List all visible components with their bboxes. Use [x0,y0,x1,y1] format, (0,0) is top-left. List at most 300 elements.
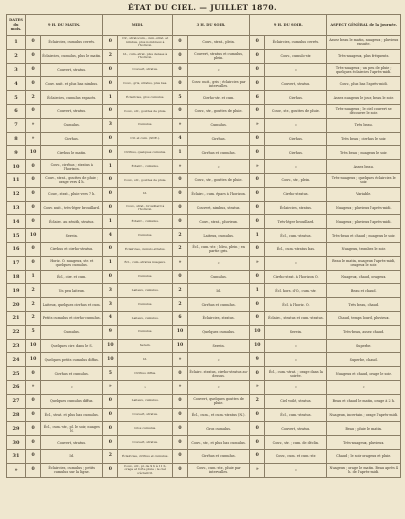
cell-morning-desc: Couvert, stratus. [41,63,103,77]
cell-pm9-index: 0 [250,63,265,77]
cell-date: 3 [7,63,26,77]
cell-morning-desc: Serein. [41,229,103,243]
cell-noon-index: 5 [103,367,118,381]
cell-pm3-desc: Couvert, stratus et cumulus, plein. [188,49,250,63]
cell-noon-desc: Serein. [118,339,172,353]
cell-pm3-index: 6 [172,311,187,325]
cell-noon-desc: Laiteux, cumulus. [118,284,172,298]
table-row [7,215,401,229]
cell-noon-index: 0 [103,242,118,256]
cell-date: 10 [7,160,26,174]
cell-aspect: Très-beau et chaud ; nuageux le soir. [327,229,401,243]
cell-date: 20 [7,298,26,312]
cell-pm3-index: 0 [172,201,187,215]
cell-noon-desc: Éclaircies, gros cumulus. [118,91,172,105]
cell-morning-index: 0 [26,215,41,229]
cell-pm9-desc: Écl., cum.-strat. ; orage dans la soirée. [265,367,327,381]
cell-pm9-index: 0 [250,77,265,91]
cell-morning-index: 2 [26,91,41,105]
cell-noon-desc: Cirrhus, quelques cumulus. [118,146,172,160]
cell-noon-index: 1 [103,215,118,229]
table-row [7,132,401,146]
cell-pm3-desc: Éclairc., cum. épars à l'horizon. [188,187,250,201]
cell-pm3-index: 0 [172,436,187,450]
cell-morning-index: 0 [26,242,41,256]
cell-date: 8 [7,132,26,146]
cell-aspect: Très-nuageux ; quelques éclaircies le soir. [327,173,401,187]
cell-morning-desc: Cumulus. [41,325,103,339]
cell-pm9-desc: Éclaircies, cumulus cerrés. [265,36,327,50]
cell-pm3-desc: Quelques cumulus. [188,325,250,339]
cell-pm3-desc: Couv., strat., plein. [188,36,250,50]
cell-morning-desc: Couv., strat., pluie vers 7 h. [41,187,103,201]
header-date: DATES du mois. [7,15,26,36]
header-9pm: 9 H. DU SOIR. [250,15,327,36]
cell-noon-index: 10 [103,339,118,353]
cell-pm3-desc: Couv., cum.-str., pluie par intervalles. [188,463,250,477]
cell-noon-index: 0 [103,132,118,146]
cell-pm3-desc: Éclaircies, stratus. [188,311,250,325]
cell-pm9-index: 2 [250,394,265,408]
table-body [7,36,401,478]
cell-pm9-index: 0 [250,449,265,463]
cell-pm9-desc: Couv., str. ; cum. de déclin. [265,436,327,450]
cell-morning-index: 10 [26,146,41,160]
table-row [7,449,401,463]
cell-date: 27 [7,394,26,408]
cell-noon-index: 1 [103,91,118,105]
cell-noon-index: 2 [103,49,118,63]
table-row [7,173,401,187]
cell-pm3-desc: Cirrhus. [188,132,250,146]
cell-noon-index: 0 [103,408,118,422]
cell-aspect: Très-nuageux, plus fréquents. [327,49,401,63]
cell-morning-desc: Écl., strat. et plus bas cumulus. [41,408,103,422]
cell-noon-desc: Laiteux, cumulus. [118,311,172,325]
cell-aspect: Beau le matin, nuageux l'après-midi, orageux le soir. [327,256,401,270]
cell-pm3-desc: Éclairc. stratus, cirrho-stratus au-dessus. [188,367,250,381]
cell-noon-desc: Id., cum.-strat. plus denses à l'horizon. [118,49,172,63]
cell-morning-desc: Laiteux, quelques cirrhus et cum. [41,298,103,312]
cell-noon-index: » [103,380,118,394]
cell-aspect: Nuageux et chaud, orage le soir. [327,367,401,381]
cell-morning-desc: Cirrhus le matin. [41,146,103,160]
cell-pm9-desc: Couvert, stratus. [265,422,327,436]
cell-morning-desc: Cirrhus et cirrho-stratus. [41,242,103,256]
cell-morning-desc: Cumulus. [41,118,103,132]
cell-pm3-desc: » [188,63,250,77]
cell-morning-desc: Id. [41,449,103,463]
cell-pm3-index: 0 [172,449,187,463]
cell-pm9-index: 0 [250,49,265,63]
cell-noon-desc: Éclaircies, cumulo-stratus. [118,242,172,256]
cell-noon-index: 0 [103,463,118,477]
cell-pm3-index: 0 [172,215,187,229]
cell-pm3-desc: » [188,353,250,367]
cell-morning-index: » [26,118,41,132]
cell-pm3-desc: Id. [188,284,250,298]
cell-pm3-desc: Cirrhus et cumulus. [188,449,250,463]
cell-noon-index: 0 [103,63,118,77]
cell-noon-index: 3 [103,284,118,298]
cell-aspect: Très-nuageux, pluvieux. [327,436,401,450]
cell-noon-desc: Éclaircies, cirrhus et cumulus. [118,449,172,463]
cell-date: 26 [7,380,26,394]
cell-morning-index: 0 [26,201,41,215]
cell-pm3-index: 0 [172,77,187,91]
cell-pm9-index: 0 [250,367,265,381]
cell-pm3-index: 0 [172,367,187,381]
cell-noon-desc: Cumulus. [118,298,172,312]
cell-pm9-desc: Ciel voilé, stratus. [265,394,327,408]
cell-aspect: Superbe. [327,339,401,353]
cell-date: 25 [7,367,26,381]
cell-pm3-index: 2 [172,229,187,243]
cell-noon-desc: Gros cumulus. [118,422,172,436]
cell-date: 11 [7,173,26,187]
cell-pm9-index: 10 [250,325,265,339]
cell-noon-desc: » [118,380,172,394]
cell-aspect: Nuageux ; pluvieux l'après-midi. [327,201,401,215]
cell-pm3-desc: Couv., strat., pluvieux. [188,215,250,229]
cell-morning-desc: Écl., cirr. et cum. [41,270,103,284]
cell-pm9-desc: Éclaircies, stratus. [265,201,327,215]
cell-pm3-desc: » [188,256,250,270]
table-row [7,339,401,353]
header-noon: MIDI. [103,15,173,36]
table-row [7,229,401,243]
cell-pm9-index: » [250,118,265,132]
cell-pm3-index: 2 [172,298,187,312]
table-row [7,298,401,312]
table-row [7,367,401,381]
cell-morning-desc: » [41,380,103,394]
cell-pm3-index: 0 [172,49,187,63]
cell-date: 5 [7,91,26,105]
cell-noon-desc: Couvert, stratus. [118,436,172,450]
cell-morning-index: 0 [26,63,41,77]
cell-noon-desc: Laiteux, cumulus. [118,394,172,408]
cell-date: 15 [7,229,26,243]
cell-morning-desc: Cirrhus et cumulus. [41,367,103,381]
cell-pm3-index: 0 [172,104,187,118]
cell-noon-desc: Couv., str., gouttes de pluie. [118,173,172,187]
cell-pm9-index: 0 [250,242,265,256]
cell-pm9-desc: » [265,380,327,394]
cell-pm3-index: 5 [172,91,187,105]
cell-pm9-desc: » [265,463,327,477]
cell-aspect: Beau et chaud. [327,284,401,298]
cell-pm9-desc: Cirrhus. [265,132,327,146]
table-row [7,325,401,339]
cell-noon-desc: Éclairc., cumulus. [118,160,172,174]
cell-morning-desc: Couv., cirrhus ; stratus à l'horizon. [41,160,103,174]
cell-morning-index: 0 [26,408,41,422]
cell-morning-desc: Éclaircies, cumulus ; petits cumulus sur la ligne. [41,463,103,477]
cell-noon-index: 10 [103,353,118,367]
cell-pm3-index: » [172,118,187,132]
cell-pm3-desc: Couvert, quelques gouttes de pluie. [188,394,250,408]
table-row [7,201,401,215]
cell-date: 16 [7,242,26,256]
cell-date: 29 [7,422,26,436]
cell-pm9-index: 0 [250,201,265,215]
cell-noon-index: 0 [103,422,118,436]
cell-pm9-desc: » [265,118,327,132]
cell-pm9-index: » [250,463,265,477]
cell-pm9-desc: Couv., str., gouttes de pluie. [265,104,327,118]
cell-pm9-desc: » [265,353,327,367]
table-row [7,160,401,174]
cell-pm9-desc: » [265,160,327,174]
cell-noon-desc: Écl., cum.-stratus nuageux. [118,256,172,270]
cell-pm9-index: » [250,160,265,174]
cell-morning-desc: Éclaircies, cumulus, plus le matin. [41,49,103,63]
cell-noon-desc: Couv., str., gouttes de pluie. [118,104,172,118]
cell-morning-desc: Couv., strat., gouttes de pluie ; orage vers 4 h. [41,173,103,187]
cell-pm3-index: 0 [172,463,187,477]
cell-pm3-desc: Couv. nuit., gris ; éclaircies par intervalles. [188,77,250,91]
cell-pm9-desc: Couv., cumulo-str. [265,49,327,63]
cell-date: 4 [7,77,26,91]
cell-pm9-desc: Écl., cum.-stratus. [265,408,327,422]
cell-noon-index: 0 [103,36,118,50]
cell-morning-desc: Quelques cumulus diffus. [41,394,103,408]
cell-pm3-desc: » [188,160,250,174]
table-row [7,36,401,50]
cell-date: 17 [7,256,26,270]
cell-morning-desc: Éclaircies, cumulus espacés. [41,91,103,105]
cell-pm3-desc: Laiteux, cumulus. [188,229,250,243]
cell-noon-desc: Cumulus. [118,118,172,132]
cell-pm9-index: 0 [250,215,265,229]
cell-pm3-desc: Cirrhus et cumulus. [188,298,250,312]
table-row [7,270,401,284]
cell-morning-desc: Un peu laiteux. [41,284,103,298]
table-row [7,242,401,256]
cell-pm9-index: 0 [250,104,265,118]
cell-pm9-index: 0 [250,311,265,325]
cell-morning-index: 0 [26,49,41,63]
cell-date: 18 [7,270,26,284]
cell-noon-desc: Cumulus. [118,325,172,339]
cell-morning-desc: Petits cumulus et cirrho-cumulus. [41,311,103,325]
cell-pm3-index: 10 [172,339,187,353]
cell-pm9-index: » [250,256,265,270]
cell-pm9-index: 6 [250,91,265,105]
cell-morning-index: 0 [26,449,41,463]
cell-date: 9 [7,146,26,160]
cell-pm3-index: 0 [172,36,187,50]
cell-pm3-desc: » [188,380,250,394]
cell-date: 22 [7,325,26,339]
cell-morning-desc: Cirrhus. [41,132,103,146]
cell-pm3-index: 2 [172,284,187,298]
cell-pm9-index: 0 [250,270,265,284]
cell-morning-index: 2 [26,284,41,298]
cell-pm9-desc: Écl. hors. d'O., cum.-str. [265,284,327,298]
table-row [7,436,401,450]
cell-noon-desc: Couv., str., pl. de 9 h à 11 h, orage et forte pluie ; le ciel s'éclaircit. [118,463,172,477]
table-row [7,463,401,477]
cell-noon-index: 0 [103,394,118,408]
cell-date: » [7,463,26,477]
cell-aspect: Nuageux ; orage le matin. Beau après 4 h. de l'après-midi. [327,463,401,477]
cell-pm3-desc: Couv., str., gouttes de pluie. [188,173,250,187]
cell-aspect: Assez nuageux le jour, beau le soir. [327,91,401,105]
cell-morning-index: » [26,380,41,394]
table-row [7,187,401,201]
cell-noon-desc: Id. [118,353,172,367]
cell-aspect: Assez beau le matin, nuageux ; pluvieux ensuite. [327,36,401,50]
cell-pm9-desc: Très-léger brouillard. [265,215,327,229]
cell-aspect: Variable. [327,187,401,201]
cell-date: 30 [7,436,26,450]
cell-pm3-index: 2 [172,242,187,256]
cell-noon-index: 4 [103,311,118,325]
cell-pm3-desc: Écl., cum.-str. ; bleu, plein ; en partie gris. [188,242,250,256]
cell-pm3-desc: Couv., str., gouttes de pluie. [188,104,250,118]
cell-aspect: Beau ; pluie le matin. [327,422,401,436]
cell-morning-desc: Quelques petits cumulus diffus. [41,353,103,367]
cell-pm3-desc: Couv., str., et plus bas cumulus. [188,436,250,450]
cell-date: 6 [7,104,26,118]
cell-pm3-desc: Serein. [188,339,250,353]
table-row [7,77,401,91]
cell-noon-index: 0 [103,270,118,284]
cell-pm3-index: » [172,256,187,270]
table-row [7,256,401,270]
cell-morning-index: 0 [26,173,41,187]
header-morning: 9 H. DU MATIN. [26,15,103,36]
cell-pm9-desc: » [265,339,327,353]
cell-pm9-desc: Serein. [265,325,327,339]
cell-morning-index: 0 [26,256,41,270]
cell-noon-index: 2 [103,449,118,463]
cell-pm9-index: 0 [250,187,265,201]
cell-morning-index: » [26,132,41,146]
cell-noon-index: 0 [103,436,118,450]
cell-pm3-desc: Cirrho-str. et cum. [188,91,250,105]
cell-pm9-index: 0 [250,146,265,160]
cell-morning-index: 10 [26,229,41,243]
cell-date: 19 [7,284,26,298]
cell-pm3-index: 0 [172,394,187,408]
table-row [7,311,401,325]
table-row [7,104,401,118]
cell-morning-index: 10 [26,339,41,353]
cell-morning-index: 0 [26,394,41,408]
header-aspect: ASPECT GÉNÉRAL de la journée. [327,15,401,36]
cell-pm3-index: 0 [172,173,187,187]
cell-pm9-index: 0 [250,132,265,146]
cell-pm9-desc: Écl. à l'horiz. O. [265,298,327,312]
cell-pm9-index: 0 [250,422,265,436]
cell-pm9-desc: Cirrhus. [265,146,327,160]
cell-aspect: Nuageux ; pluvieux l'après-midi. [327,215,401,229]
cell-pm9-index: 9 [250,353,265,367]
cell-pm9-desc: Écl., cum.-stratus. [265,229,327,243]
cell-morning-index: 0 [26,36,41,50]
cell-morning-index: 0 [26,367,41,381]
table-row [7,63,401,77]
table-row [7,422,401,436]
cell-aspect: Nuageux, trombes le soir. [327,242,401,256]
cell-pm3-index: » [172,380,187,394]
table-row [7,353,401,367]
cell-pm3-index: » [172,160,187,174]
cell-morning-desc: Horiz. O. nuageux, str. et quelques cumulus. [41,256,103,270]
cell-pm9-index: » [250,380,265,394]
header-3pm: 3 H. DU SOIR. [172,15,249,36]
cell-pm9-index: 0 [250,298,265,312]
cell-pm3-desc: Cirrhus et cumulus. [188,146,250,160]
cell-pm3-desc: Cumulus. [188,118,250,132]
cell-noon-index: 4 [103,229,118,243]
cell-pm3-index: 0 [172,270,187,284]
cell-date: 31 [7,449,26,463]
cell-pm9-index: 0 [250,436,265,450]
cell-aspect: Beau et chaud le matin, orage à 2 h. [327,394,401,408]
cell-morning-desc: Couv. nuit., très-léger brouillard. [41,201,103,215]
cell-date: 1 [7,36,26,50]
cell-pm9-desc: Cirrho-stratus. [265,187,327,201]
header-row [7,15,401,36]
cell-morning-desc: Éclairc. au zénith, stratus. [41,215,103,229]
cell-aspect: » [327,380,401,394]
cell-date: 14 [7,215,26,229]
cell-pm9-index: 0 [250,173,265,187]
cell-morning-index: 0 [26,104,41,118]
cell-morning-index: 0 [26,463,41,477]
cell-noon-desc: Cirrhus diffus. [118,367,172,381]
cell-pm3-index: 0 [172,422,187,436]
cell-aspect: Très beau ; cirrhus le soir. [327,132,401,146]
cell-date: 24 [7,353,26,367]
cell-noon-index: 0 [103,173,118,187]
cell-aspect: Couv., plus bas l'après-midi. [327,77,401,91]
cell-noon-index: 0 [103,77,118,91]
cell-date: 23 [7,339,26,353]
cell-pm9-index: 0 [250,36,265,50]
cell-pm9-index: 0 [250,408,265,422]
cell-pm3-index: 0 [172,63,187,77]
cell-aspect: Nuageux, incertain ; orage l'après-midi. [327,408,401,422]
weather-table [6,14,401,478]
cell-noon-desc: Cir. et cum. (SNE.). [118,132,172,146]
cell-aspect: Très-beau, assez chaud. [327,325,401,339]
cell-morning-index: 2 [26,298,41,312]
cell-aspect: Très-nuageux ; un peu de pluie ; quelques éclaircies l'après-midi. [327,63,401,77]
cell-pm3-index: 4 [172,132,187,146]
cell-aspect: Superbe, chaud. [327,353,401,367]
cell-morning-index: 0 [26,422,41,436]
cell-pm9-desc: Éclairc., stratus et cum.-stratus. [265,311,327,325]
cell-morning-desc: Éclaircies, cumulus cerrés. [41,36,103,50]
cell-pm9-index: 1 [250,229,265,243]
table-row [7,146,401,160]
cell-noon-desc: Couv., strat., brouillard à l'horizon. [118,201,172,215]
cell-pm9-desc: » [265,256,327,270]
cell-morning-desc: Écl., cum.-str., pl. le soir, nuages N. [41,422,103,436]
table-row [7,408,401,422]
cell-pm9-desc: Cirrho-strat. à l'horizon O. [265,270,327,284]
cell-noon-index: 0 [103,146,118,160]
cell-noon-index: 0 [103,104,118,118]
cell-noon-index: 3 [103,118,118,132]
table-row [7,91,401,105]
table-row [7,380,401,394]
